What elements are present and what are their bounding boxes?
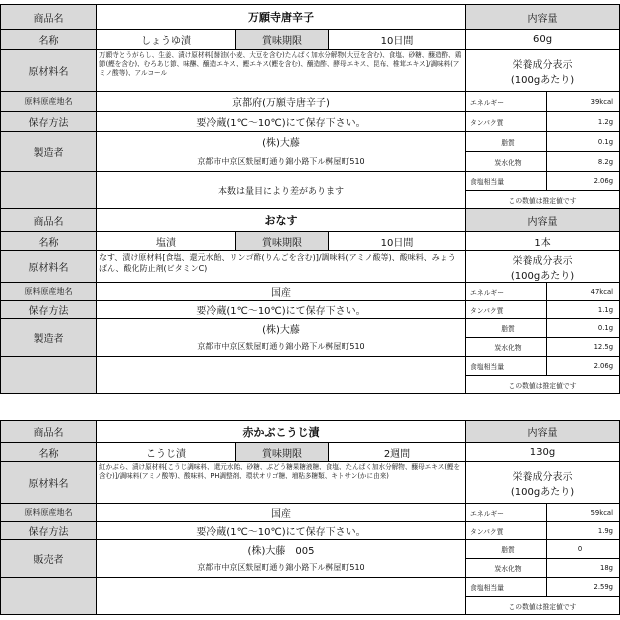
nutrition-value: 1.9g: [547, 522, 620, 540]
maker-name: (株)大藤 005: [97, 540, 466, 559]
content-header: 内容量: [466, 5, 620, 30]
nutrition-value: 12.5g: [547, 338, 620, 357]
nutrition-name: 脂質: [466, 132, 547, 152]
nutrition-name: エネルギー: [466, 92, 547, 112]
note: [97, 357, 466, 394]
ingredients-header: 原材料名: [1, 462, 97, 504]
ingredients-value: 紅かぶら、漬け原材料[こうじ調味料、還元水飴、砂糖、ぶどう糖果糖液糖、食塩、たんぱく加水分解物、醸母エキス(鰹を含む)]/調味料(アミノ酸等)、酸味料、PH調整剤、環状オリゴ糖、増粘多糖類、キトサン(かに由来): [97, 462, 466, 504]
name-header: 名称: [1, 443, 97, 462]
blank-cell: [1, 357, 97, 394]
nutrition-name: 食塩相当量: [466, 357, 547, 376]
content-value: 130g: [466, 443, 620, 462]
nutrition-name: エネルギー: [466, 504, 547, 522]
product-name-header: 商品名: [1, 5, 97, 30]
expiry-value: 2週間: [329, 443, 466, 462]
origin-value: 京都府(万願寺唐辛子): [97, 92, 466, 112]
storage-header: 保存方法: [1, 522, 97, 540]
maker-header: 販売者: [1, 540, 97, 578]
ingredients-value: 万願寺とうがらし、生姜、漬け原材料[醤油(小麦、大豆を含む)たんぱく加水分解物(大豆を含む)、食塩、砂糖、醸造酢、鶏節(鰹を含む)、むろあじ節、味醂、醸造エキス、鰹エキス(鰹を含む)、醸造酢、酵母エキス、昆布、椎茸エキス]/調味料(アミノ酸等)、アルコール: [97, 50, 466, 92]
label-table: [0, 208, 620, 394]
name-value: しょうゆ漬: [97, 30, 236, 50]
product-name: おなす: [97, 209, 466, 232]
storage-header: 保存方法: [1, 112, 97, 132]
nutrition-name: タンパク質: [466, 112, 547, 132]
nutrition-title: 栄養成分表示: [512, 471, 573, 483]
name-value: こうじ漬: [97, 443, 236, 462]
expiry-value: 10日間: [329, 30, 466, 50]
nutrition-title-cell: [466, 251, 620, 283]
nutrition-value: 1.1g: [547, 301, 620, 319]
nutrition-value: 0: [547, 540, 620, 559]
nutrition-note: この数値は推定値です: [466, 191, 620, 209]
nutrition-name: 炭水化物: [466, 152, 547, 172]
nutrition-value: 47kcal: [547, 283, 620, 301]
nutrition-value: 0.1g: [547, 319, 620, 338]
maker-address: 京都市中京区麩屋町通り錦小路下ル桝屋町510: [97, 338, 466, 357]
ingredients-value: なす、漬け原材料[食塩、還元水飴、リンゴ酢(りんごを含む)]/調味料(アミノ酸等)、酸味料、みょうばん、酸化防止剤(ビタミンC): [97, 251, 466, 283]
name-header: 名称: [1, 232, 97, 251]
expiry-header: 賞味期限: [236, 443, 329, 462]
ingredients-header: 原材料名: [1, 50, 97, 92]
nutrition-title-cell: [466, 462, 620, 504]
maker-header: 製造者: [1, 319, 97, 357]
expiry-header: 賞味期限: [236, 232, 329, 251]
note: [97, 578, 466, 615]
maker-address: 京都市中京区麩屋町通り錦小路下ル桝屋町510: [97, 152, 466, 172]
origin-header: 原料原産地名: [1, 283, 97, 301]
storage-header: 保存方法: [1, 301, 97, 319]
blank-cell: [1, 578, 97, 615]
nutrition-name: 食塩相当量: [466, 172, 547, 191]
nutrition-basis: (100gあたり): [510, 74, 575, 86]
maker-name: (株)大藤: [97, 319, 466, 338]
nutrition-title-cell: [466, 50, 620, 92]
ingredients-header: 原材料名: [1, 251, 97, 283]
storage-value: 要冷蔵(1℃〜10℃)にて保存下さい。: [97, 112, 466, 132]
nutrition-note: この数値は推定値です: [466, 376, 620, 394]
nutrition-name: エネルギー: [466, 283, 547, 301]
maker-address: 京都市中京区麩屋町通り錦小路下ル桝屋町510: [97, 559, 466, 578]
origin-value: 国産: [97, 504, 466, 522]
name-value: 塩漬: [97, 232, 236, 251]
label-table: [0, 4, 620, 209]
nutrition-value: 2.59g: [547, 578, 620, 597]
origin-header: 原料原産地名: [1, 504, 97, 522]
content-header: 内容量: [466, 421, 620, 443]
product-name-header: 商品名: [1, 209, 97, 232]
storage-value: 要冷蔵(1℃〜10℃)にて保存下さい。: [97, 522, 466, 540]
nutrition-title: 栄養成分表示: [512, 59, 573, 71]
nutrition-value: 59kcal: [547, 504, 620, 522]
product-name-header: 商品名: [1, 421, 97, 443]
note: 本数は量目により差があります: [97, 172, 466, 209]
nutrition-name: 炭水化物: [466, 338, 547, 357]
nutrition-name: 食塩相当量: [466, 578, 547, 597]
content-header: 内容量: [466, 209, 620, 232]
blank-cell: [1, 172, 97, 209]
nutrition-value: 2.06g: [547, 357, 620, 376]
nutrition-name: タンパク質: [466, 301, 547, 319]
nutrition-note: この数値は推定値です: [466, 597, 620, 615]
nutrition-basis: (100gあたり): [510, 486, 575, 498]
expiry-value: 10日間: [329, 232, 466, 251]
content-value: 60g: [466, 30, 620, 50]
nutrition-value: 18g: [547, 559, 620, 578]
nutrition-name: 脂質: [466, 319, 547, 338]
nutrition-title: 栄養成分表示: [512, 255, 573, 267]
nutrition-value: 2.06g: [547, 172, 620, 191]
storage-value: 要冷蔵(1℃〜10℃)にて保存下さい。: [97, 301, 466, 319]
content-value: 1本: [466, 232, 620, 251]
origin-value: 国産: [97, 283, 466, 301]
maker-name: (株)大藤: [97, 132, 466, 152]
nutrition-value: 39kcal: [547, 92, 620, 112]
nutrition-name: 炭水化物: [466, 559, 547, 578]
nutrition-name: タンパク質: [466, 522, 547, 540]
name-header: 名称: [1, 30, 97, 50]
origin-header: 原料原産地名: [1, 92, 97, 112]
label-table: [0, 420, 620, 615]
nutrition-value: 8.2g: [547, 152, 620, 172]
product-name: 万願寺唐辛子: [97, 5, 466, 30]
nutrition-basis: (100gあたり): [510, 270, 575, 282]
maker-header: 製造者: [1, 132, 97, 172]
expiry-header: 賞味期限: [236, 30, 329, 50]
nutrition-name: 脂質: [466, 540, 547, 559]
nutrition-value: 0.1g: [547, 132, 620, 152]
nutrition-value: 1.2g: [547, 112, 620, 132]
product-name: 赤かぶこうじ漬: [97, 421, 466, 443]
